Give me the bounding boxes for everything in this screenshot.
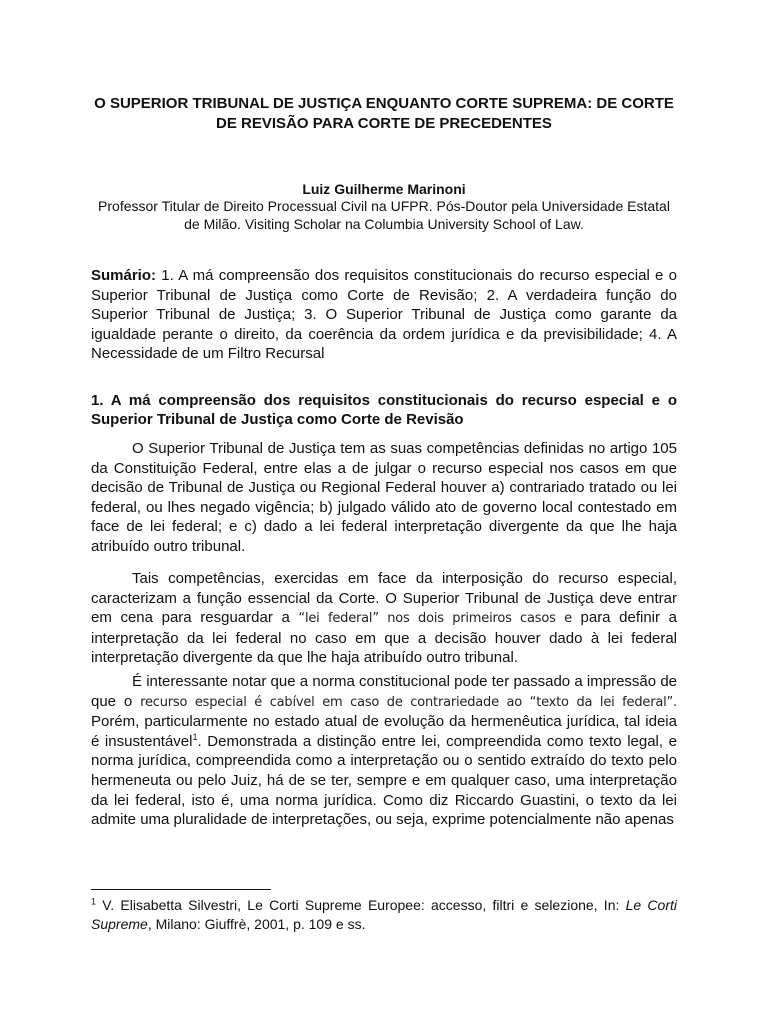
author-affiliation: Professor Titular de Direito Processual Civil na UFPR. Pós-Doutor pela Universidade Estatal de Milão. Visiting Scholar na Columbia University School of Law. [98, 198, 670, 232]
summary-paragraph [91, 266, 677, 364]
footnote-italic-title: Le Corti Supreme [91, 897, 677, 932]
p2-quoted-text: “lei federal” nos dois primeiros casos e [298, 611, 572, 627]
body-paragraph-1: O Superior Tribunal de Justiça tem as suas competências definidas no artigo 105 da Constituição Federal, entre elas a de julgar o recurso especial nos casos em que decisão de Tribunal de Justiça ou Regional Federal houver a) contrariado tratado ou lei federal, ou lhes negado vigência; b) julgado válido ato de governo local contestado em face de lei federal; e c) dado a lei federal interpretação divergente da que lhe haja atribuído outro tribunal. [91, 440, 677, 555]
p3-text-d: . Demonstrada a distinção entre lei, compreendida como texto legal, e norma jurídica, compreendida como a interpretação ou o sentido extraído do texto pelo hermeneuta ou pelo Juiz, há de se ter, sempre e em qualquer caso, uma interpretação da lei federal, isto é, uma norma jurídica. Como diz Riccardo Guastini, o texto da lei admite uma pluralidade de interpretações, ou seja, exprime potencialmente não apenas [91, 732, 677, 829]
p3-quoted-text: recurso especial é cabível em caso de contrariedade ao “texto da lei federal”. [140, 694, 677, 710]
body-paragraph-2 [91, 569, 677, 668]
footnote-text-a: V. Elisabetta Silvestri, Le Corti Supreme Europee: accesso, filtri e selezione, In: [96, 897, 626, 913]
paper-title: O SUPERIOR TRIBUNAL DE JUSTIÇA ENQUANTO CORTE SUPREMA: DE CORTE DE REVISÃO PARA CORTE DE PRECEDENTES [94, 95, 674, 132]
footnote-1 [91, 896, 677, 933]
author-name: Luiz Guilherme Marinoni [302, 181, 466, 197]
summary-text: 1. A má compreensão dos requisitos constitucionais do recurso especial e o Superior Tribunal de Justiça como Corte de Revisão; 2. A verdadeira função do Superior Tribunal de Justiça; 3. O Superior Tribunal de Justiça como garante da igualdade perante o direito, da coerência da ordem jurídica e da previsibilidade; 4. A Necessidade de um Filtro Recursal [91, 267, 677, 363]
footnote-divider [91, 889, 271, 890]
p3-text-a: É interessante notar que a norma constitucional pode ter passado a impressão de que o [91, 673, 677, 710]
footnote-text-b: , Milano: Giuffrè, 2001, p. 109 e ss. [147, 915, 366, 932]
summary-label: Sumário: [91, 267, 157, 284]
p2-text-c: para definir a interpretação da lei federal no caso em que a decisão houver dado à lei federal interpretação divergente da que lhe haja atribuído outro tribunal. [91, 609, 677, 667]
footnote-number: 1 [91, 896, 97, 907]
p3-text-c: Porém, particularmente no estado atual de evolução da hermenêutica jurídica, tal ideia é insustentável [91, 713, 677, 750]
footnote-reference[interactable]: 1 [192, 731, 198, 742]
p2-text-a: Tais competências, exercidas em face da interposição do recurso especial, caracterizam a função essencial da Corte. O Superior Tribunal de Justiça deve entrar em cena para resguardar a [91, 570, 677, 627]
section-1-heading: 1. A má compreensão dos requisitos constitucionais do recurso especial e o Superior Tribunal de Justiça como Corte de Revisão [91, 392, 677, 428]
body-paragraph-3 [91, 672, 677, 830]
